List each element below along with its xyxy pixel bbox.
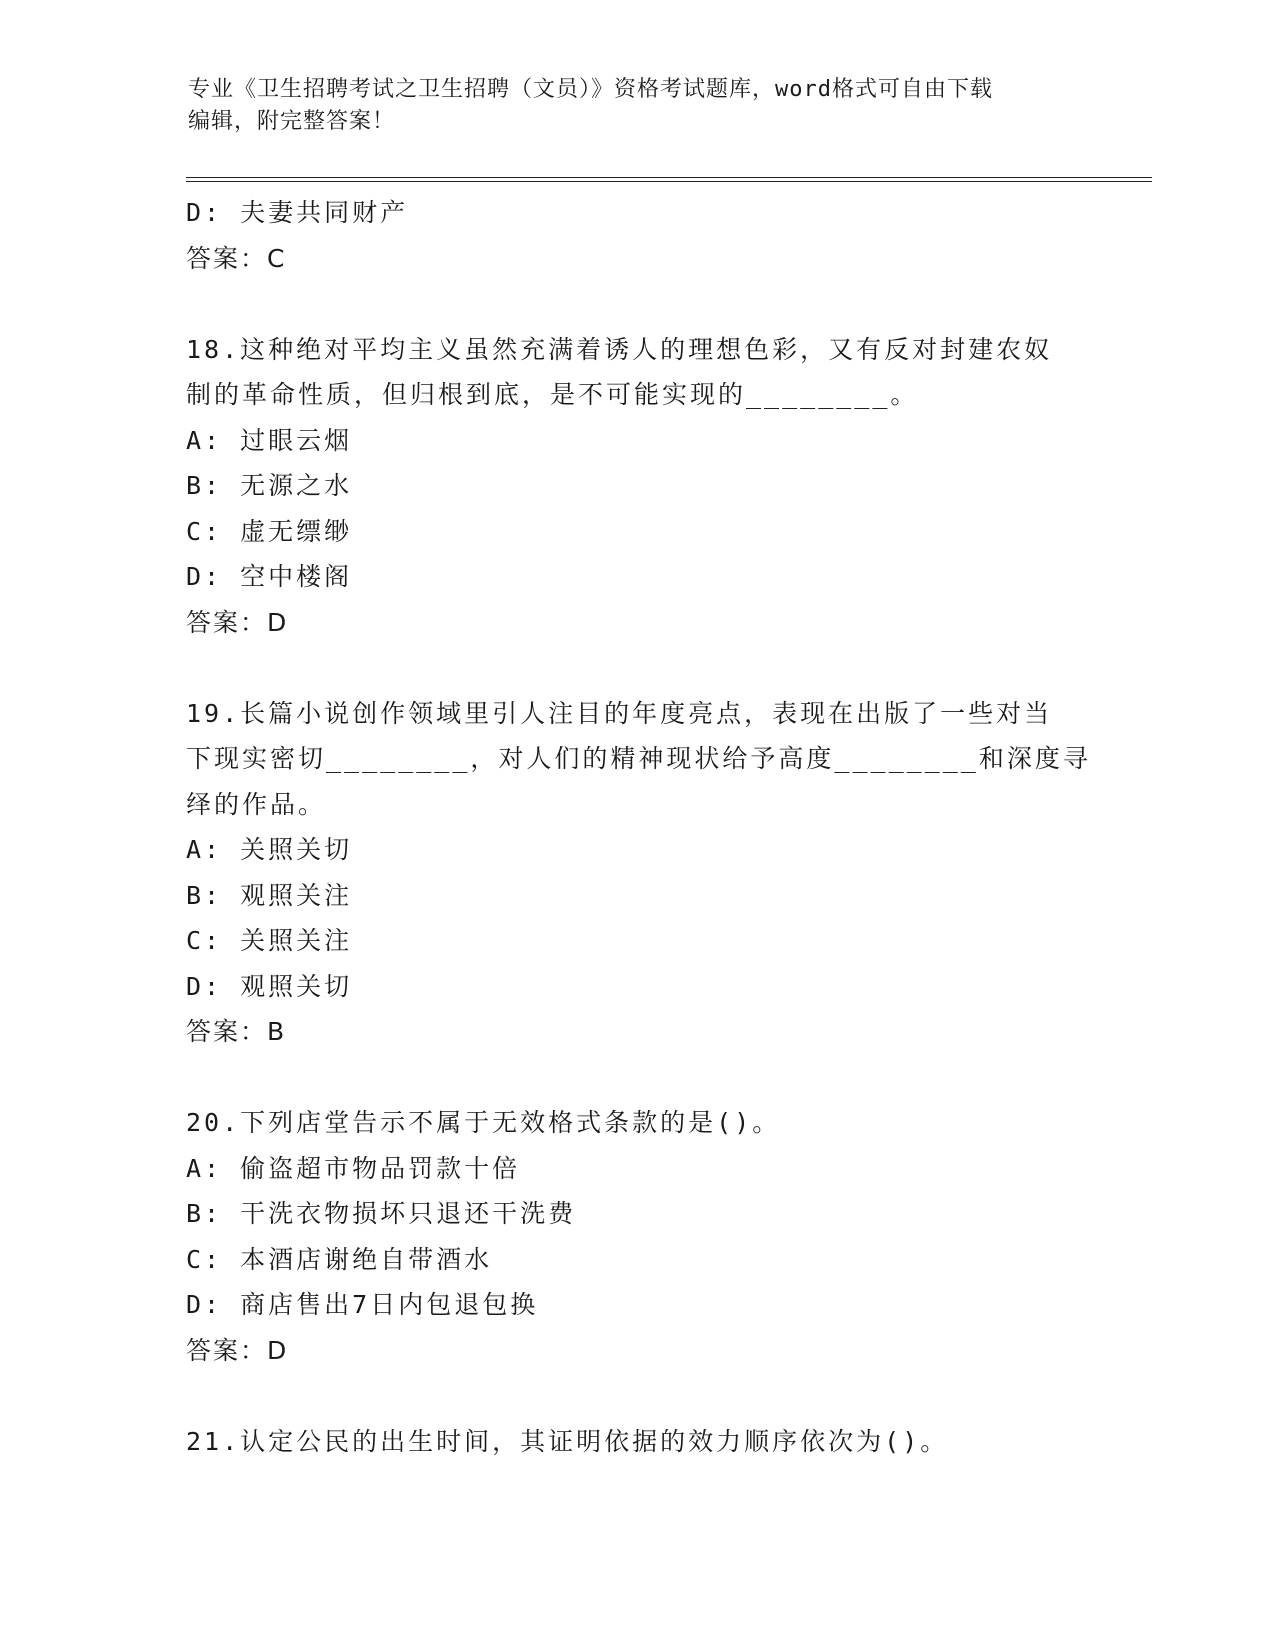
header-line-1: 专业《卫生招聘考试之卫生招聘（文员）》资格考试题库，word格式可自由下载 bbox=[188, 77, 993, 102]
option-c: C: 关照关注 bbox=[186, 926, 353, 955]
question-stem: 20.下列店堂告示不属于无效格式条款的是()。 bbox=[186, 1108, 781, 1137]
question-stem: 下现实密切________，对人们的精神现状给予高度________和深度寻 bbox=[186, 744, 1091, 773]
answer-line: 答案：C bbox=[186, 243, 287, 273]
option-a: A: 过眼云烟 bbox=[186, 425, 353, 455]
option-c: C: 本酒店谢绝自带酒水 bbox=[186, 1244, 493, 1274]
option-a: A: 偷盗超市物品罚款十倍 bbox=[186, 1153, 521, 1183]
answer-line: 答案：B bbox=[186, 1017, 287, 1046]
question-19 bbox=[186, 691, 1091, 1055]
question-stem: 绎的作品。 bbox=[186, 789, 327, 819]
question-stem: 制的革命性质，但归根到底，是不可能实现的________。 bbox=[186, 380, 919, 409]
option-d: D: 空中楼阁 bbox=[186, 562, 353, 591]
header-line-2: 编辑，附完整答案！ bbox=[188, 109, 396, 134]
option-d: D: 夫妻共同财产 bbox=[186, 198, 409, 227]
answer-line: 答案：D bbox=[186, 1335, 289, 1365]
question-21 bbox=[186, 1419, 1086, 1465]
header-divider bbox=[186, 177, 1152, 182]
answer-line: 答案：D bbox=[186, 607, 289, 637]
option-a: A: 关照关切 bbox=[186, 835, 353, 864]
option-b: B: 观照关注 bbox=[186, 880, 353, 910]
question-18 bbox=[186, 327, 1086, 646]
option-d: D: 观照关切 bbox=[186, 971, 353, 1001]
option-b: B: 无源之水 bbox=[186, 471, 353, 500]
page-header bbox=[188, 74, 1088, 138]
option-b: B: 干洗衣物损坏只退还干洗费 bbox=[186, 1199, 577, 1228]
question-stem: 21.认定公民的出生时间，其证明依据的效力顺序依次为()。 bbox=[186, 1426, 949, 1456]
option-c: C: 虚无缥缈 bbox=[186, 516, 353, 546]
option-d: D: 商店售出7日内包退包换 bbox=[186, 1290, 539, 1319]
question-list bbox=[186, 190, 1091, 1464]
question-stem: 18.这种绝对平均主义虽然充满着诱人的理想色彩，又有反对封建农奴 bbox=[186, 334, 1053, 364]
question-20 bbox=[186, 1100, 1086, 1373]
question-stem: 19.长篇小说创作领域里引人注目的年度亮点，表现在出版了一些对当 bbox=[186, 698, 1053, 728]
